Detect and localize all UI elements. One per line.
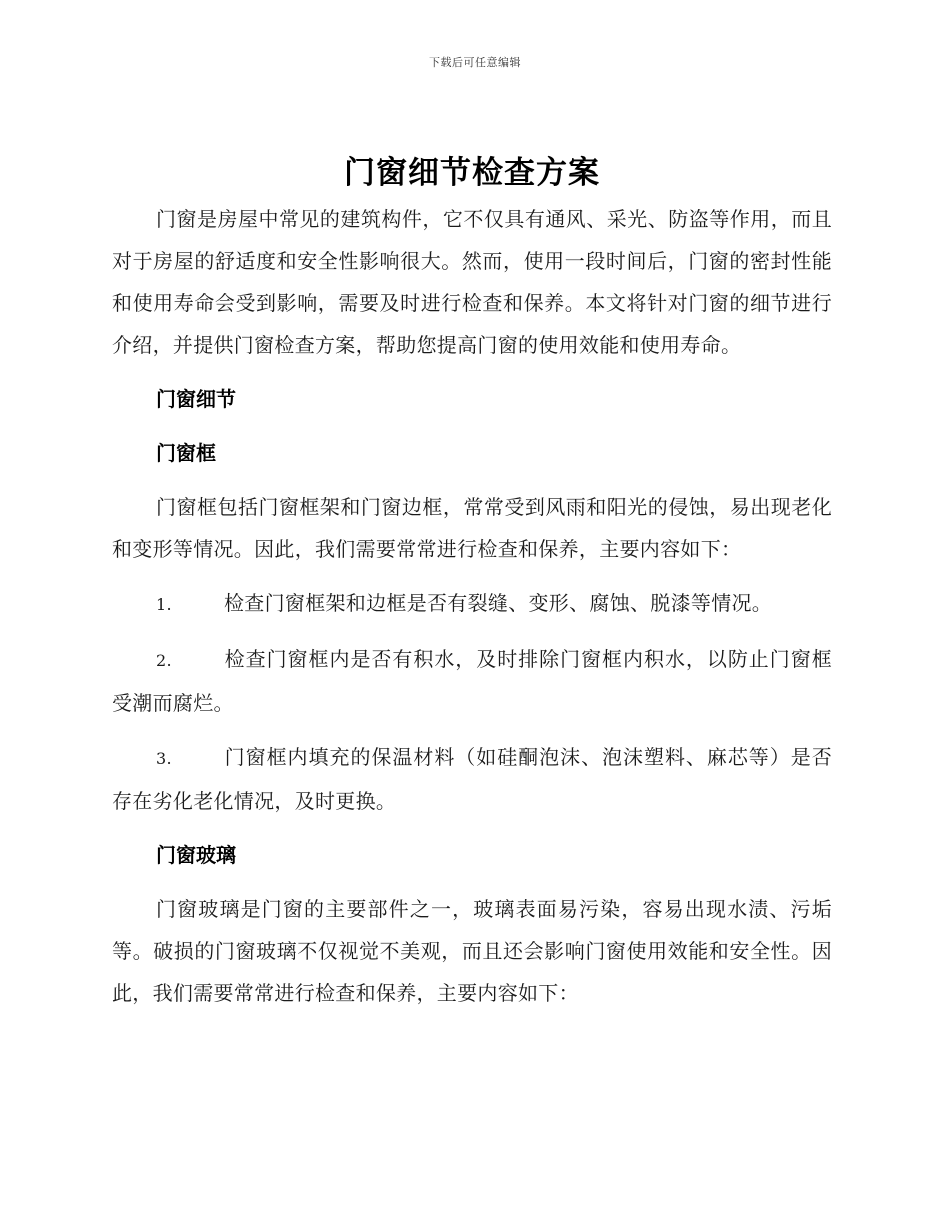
document-body [112, 150, 832, 1014]
spacer [112, 822, 832, 834]
list-item-text: 检查门窗框内是否有积水，及时排除门窗框内积水，以防止门窗框受潮而腐烂。 [112, 647, 832, 715]
spacer [112, 474, 832, 486]
list-item [112, 638, 832, 724]
spacer [112, 420, 832, 432]
page-header: 下载后可任意编辑 [429, 56, 521, 69]
subsection-heading-frame: 门窗框 [156, 441, 216, 465]
subsection-heading-glass: 门窗玻璃 [156, 843, 236, 867]
spacer [112, 626, 832, 638]
spacer [112, 366, 832, 378]
list-item-text: 检查门窗框架和边框是否有裂缝、变形、腐蚀、脱漆等情况。 [224, 591, 773, 615]
list-item-text: 门窗框内填充的保温材料（如硅酮泡沫、泡沫塑料、麻芯等）是否存在劣化老化情况，及时更换。 [112, 745, 832, 813]
list-item-number: 3. [156, 749, 172, 768]
section-heading-details: 门窗细节 [156, 387, 236, 411]
list-item-number: 2. [156, 651, 172, 670]
list-item [112, 582, 832, 626]
spacer [112, 570, 832, 582]
frame-paragraph: 门窗框包括门窗框架和门窗边框，常常受到风雨和阳光的侵蚀，易出现老化和变形等情况。因此，我们需要常常进行检查和保养，主要内容如下： [112, 495, 832, 561]
intro-paragraph: 门窗是房屋中常见的建筑构件，它不仅具有通风、采光、防盗等作用，而且对于房屋的舒适度和安全性影响很大。然而，使用一段时间后，门窗的密封性能和使用寿命会受到影响，需要及时进行检查和保养。本文将针对门窗的细节进行介绍，并提供门窗检查方案，帮助您提高门窗的使用效能和使用寿命。 [112, 207, 832, 357]
glass-paragraph: 门窗玻璃是门窗的主要部件之一，玻璃表面易污染，容易出现水渍、污垢等。破损的门窗玻璃不仅视觉不美观，而且还会影响门窗使用效能和安全性。因此，我们需要常常进行检查和保养，主要内容如下： [112, 897, 832, 1005]
document-title: 门窗细节检查方案 [344, 155, 600, 191]
spacer [112, 724, 832, 736]
list-item [112, 736, 832, 822]
spacer [112, 876, 832, 888]
list-item-number: 1. [156, 595, 172, 614]
